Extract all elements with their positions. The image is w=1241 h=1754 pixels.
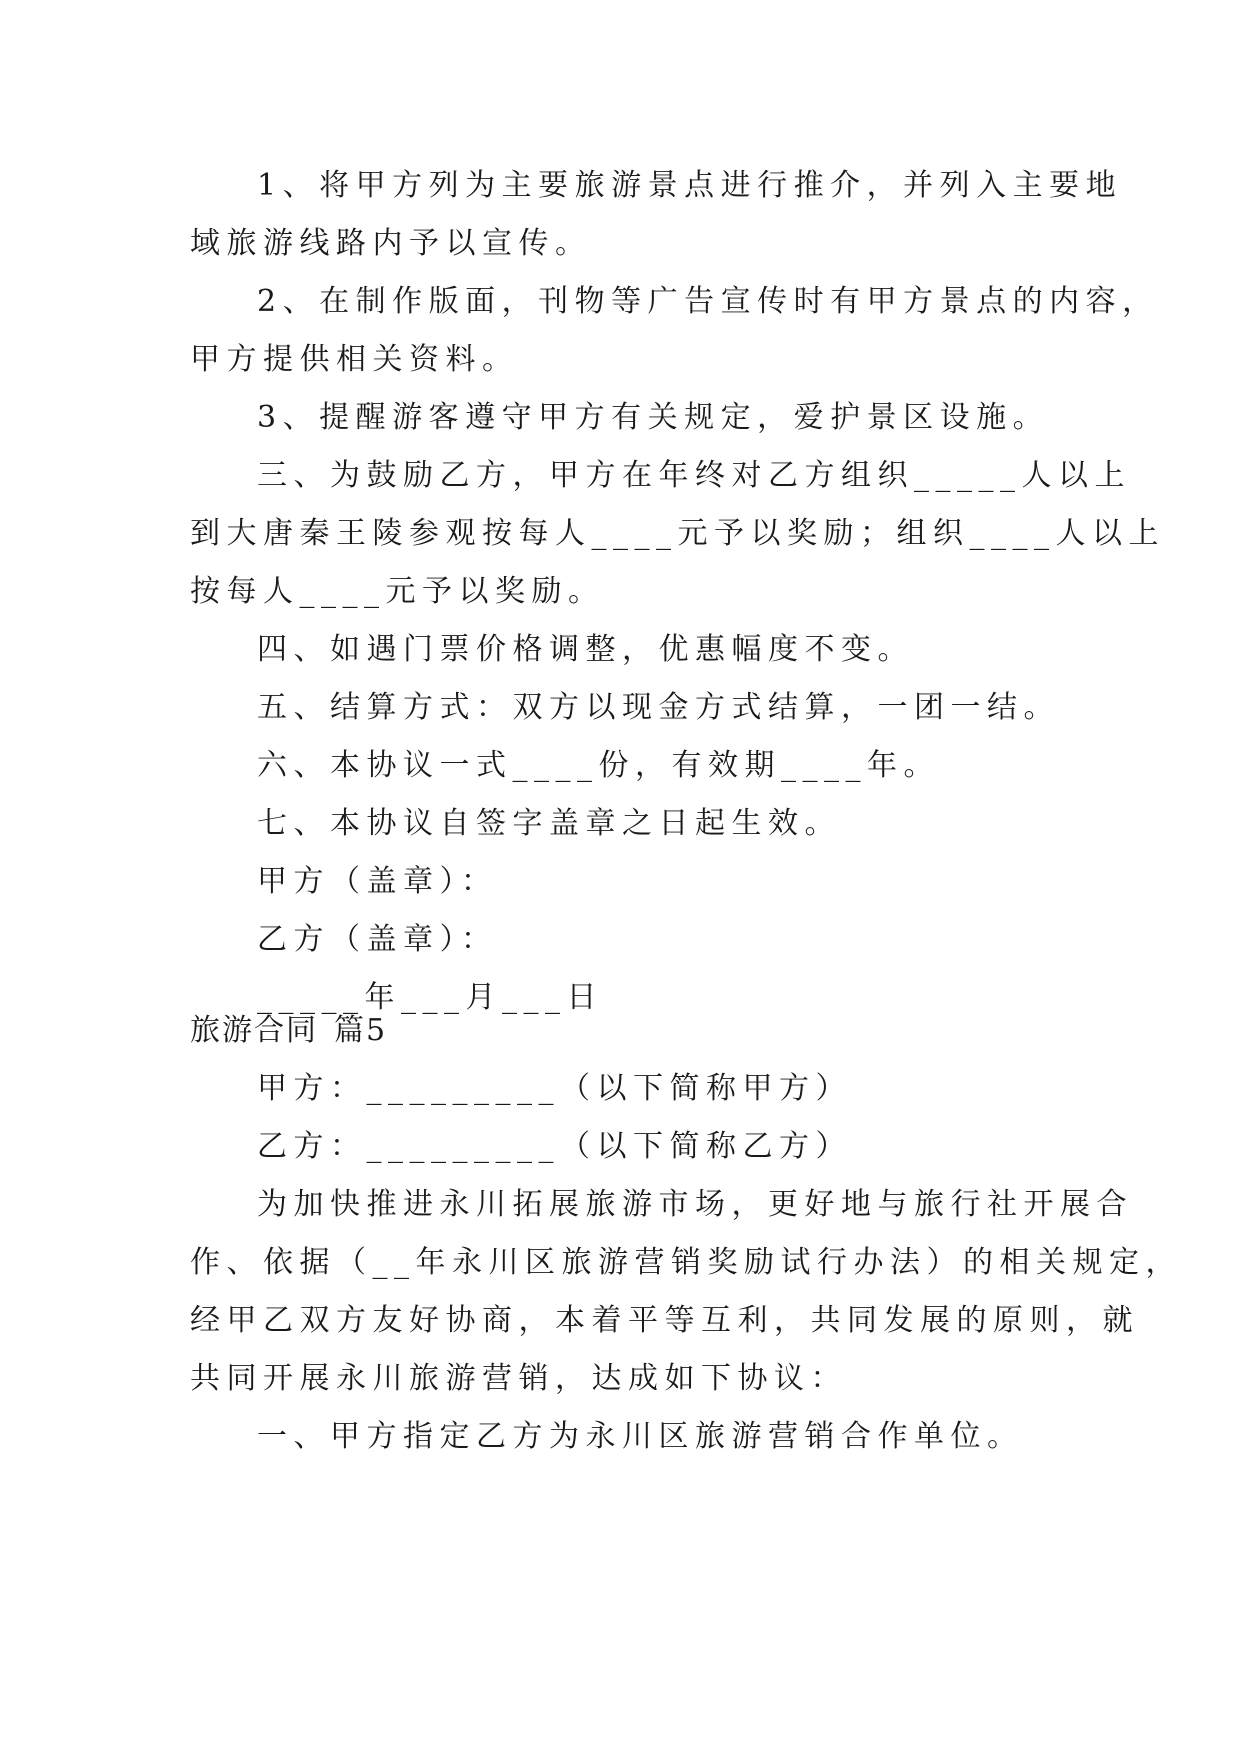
section-heading [190,1002,1060,1060]
signature-party-a: 甲方（盖章）： [257,864,498,899]
preamble-line: 经甲乙双方友好协商，本着平等互利，共同发展的原则，就 [190,1303,1139,1338]
clause-line: 七、本协议自签字盖章之日起生效。 [257,806,841,841]
clause-line: 四、如遇门票价格调整，优惠幅度不变。 [257,632,914,667]
preamble-line: 共同开展永川旅游营销，达成如下协议： [190,1361,847,1396]
signature-date: _____年___月___日 [257,980,603,1015]
section-number: 篇5 [334,1013,388,1048]
section-title: 旅游合同 [190,1013,318,1048]
clause-line: 按每人____元予以奖励。 [190,574,605,609]
party-b-line: 乙方：_________（以下简称乙方） [257,1129,852,1164]
clause-line: 一、甲方指定乙方为永川区旅游营销合作单位。 [257,1419,1024,1454]
party-a-line: 甲方：_________（以下简称甲方） [257,1071,852,1106]
clause-line: 2、在制作版面，刊物等广告宣传时有甲方景点的内容， [257,284,1159,319]
clause-line: 三、为鼓励乙方，甲方在年终对乙方组织_____人以上 [257,458,1131,493]
clause-line: 六、本协议一式____份，有效期____年。 [257,748,940,783]
preamble-line: 为加快推进永川拓展旅游市场，更好地与旅行社开展合 [257,1187,1133,1222]
clause-line: 域旅游线路内予以宣传。 [190,226,592,261]
signature-party-b: 乙方（盖章）： [257,922,498,957]
clause-line: 1、将甲方列为主要旅游景点进行推介，并列入主要地 [257,168,1123,203]
contract-section-5 [190,1060,1182,1466]
clause-line: 甲方提供相关资料。 [190,342,519,377]
contract-section-previous [190,157,1165,1027]
clause-line: 3、提醒游客遵守甲方有关规定，爱护景区设施。 [257,400,1050,435]
clause-line: 到大唐秦王陵参观按每人____元予以奖励；组织____人以上 [190,516,1165,551]
clause-line: 五、结算方式：双方以现金方式结算，一团一结。 [257,690,1060,725]
preamble-line: 作、依据（__年永川区旅游营销奖励试行办法）的相关规定， [190,1245,1182,1280]
